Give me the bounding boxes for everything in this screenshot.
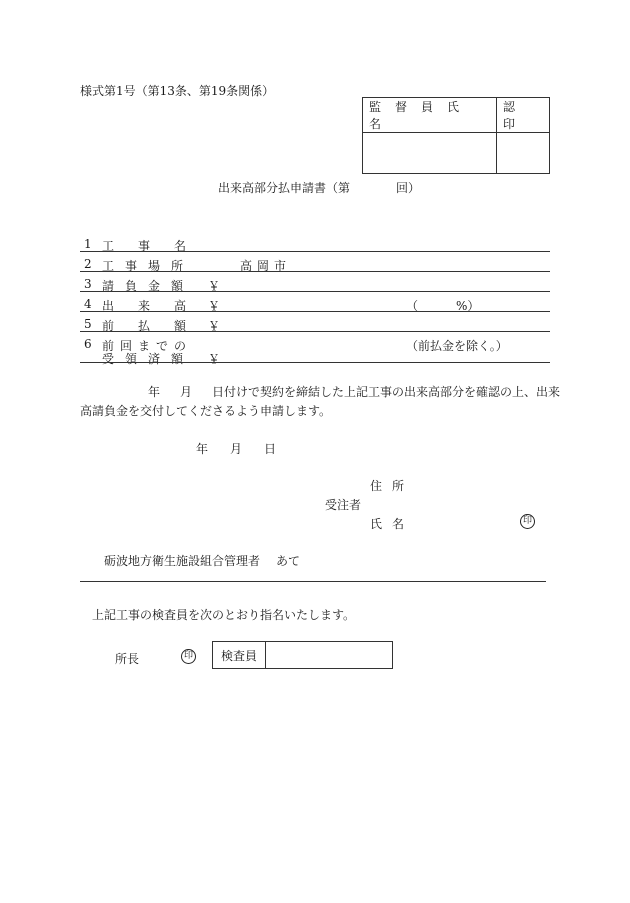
item-label: 工事名 [102, 239, 211, 253]
body-year: 年 [148, 385, 161, 399]
supervisor-name-header [363, 98, 497, 133]
inspector-label-cell [213, 642, 266, 669]
contractor-role: 受注者 [325, 498, 362, 512]
item-number: 4 [84, 297, 92, 311]
inspector-box [212, 641, 393, 669]
yen-sign: ￥ [208, 319, 221, 333]
supervisor-name-label-text: 監督員氏名 [369, 100, 474, 131]
row-divider [80, 331, 550, 332]
item-label-line2: 受領済額 [102, 352, 195, 366]
designation-text: 上記工事の検査員を次のとおり指名いたします。 [92, 608, 356, 622]
addressee-suffix: あて [276, 554, 301, 568]
body-text-1: 日付けで契約を締結した上記工事の出来高部分を確認の上、出来 [212, 385, 561, 399]
supervisor-name-cell[interactable] [363, 133, 497, 174]
yen-sign: ￥ [208, 299, 221, 313]
row-divider [80, 271, 550, 272]
item-label: 出来高 [102, 299, 211, 313]
item-value[interactable]: 高岡市 [240, 259, 292, 273]
date-month: 月 [230, 442, 243, 456]
supervisor-name-label [363, 98, 496, 132]
item-label: 前回までの [102, 339, 193, 353]
address-label: 住所 [370, 479, 415, 493]
percent-close: %） [456, 299, 480, 313]
item6-note: （前払金を除く。） [406, 339, 508, 353]
approval-seal-cell[interactable] [497, 133, 550, 174]
yen-sign: ￥ [208, 279, 221, 293]
date-year: 年 [196, 442, 209, 456]
percent-open: （ [406, 299, 419, 313]
approval-seal-label-text: 認印 [503, 100, 536, 131]
form-title-suffix: 回） [396, 181, 421, 195]
item-label: 工事場所 [102, 259, 195, 273]
section-divider [80, 581, 546, 582]
chief-seal-icon: 印 [181, 649, 196, 664]
item-number: 5 [84, 317, 92, 331]
row-divider [80, 311, 550, 312]
yen-sign: ￥ [208, 352, 221, 366]
item-number: 3 [84, 277, 92, 291]
approval-seal-label [497, 98, 549, 132]
item-number: 6 [84, 337, 92, 351]
contractor-seal-icon: 印 [520, 514, 535, 529]
application-date [196, 440, 276, 457]
inspector-label: 検査員 [220, 648, 257, 663]
form-id: 様式第1号（第13条、第19条関係） [80, 84, 275, 98]
body-line-1 [148, 383, 560, 400]
item-label: 前払額 [102, 319, 211, 333]
row-divider [80, 362, 550, 363]
date-day: 日 [264, 442, 277, 456]
name-label: 氏名 [370, 517, 415, 531]
row-divider [80, 291, 550, 292]
form-title [218, 179, 420, 196]
body-line-2: 高請負金を交付してくださるよう申請します。 [80, 404, 332, 418]
row-divider [80, 251, 550, 252]
item-number: 1 [84, 237, 92, 251]
form-title-main: 出来高部分払申請書（第 [218, 181, 351, 195]
item-row-6 [80, 334, 550, 366]
body-month: 月 [180, 385, 193, 399]
chief-label: 所長 [115, 652, 140, 666]
supervisor-box [362, 97, 550, 174]
addressee [104, 552, 300, 569]
approval-seal-header [497, 98, 550, 133]
addressee-name: 砺波地方衛生施設組合管理者 [104, 554, 261, 568]
inspector-name-field[interactable] [266, 642, 393, 669]
item-label: 請負金額 [102, 279, 195, 293]
item-number: 2 [84, 257, 92, 271]
